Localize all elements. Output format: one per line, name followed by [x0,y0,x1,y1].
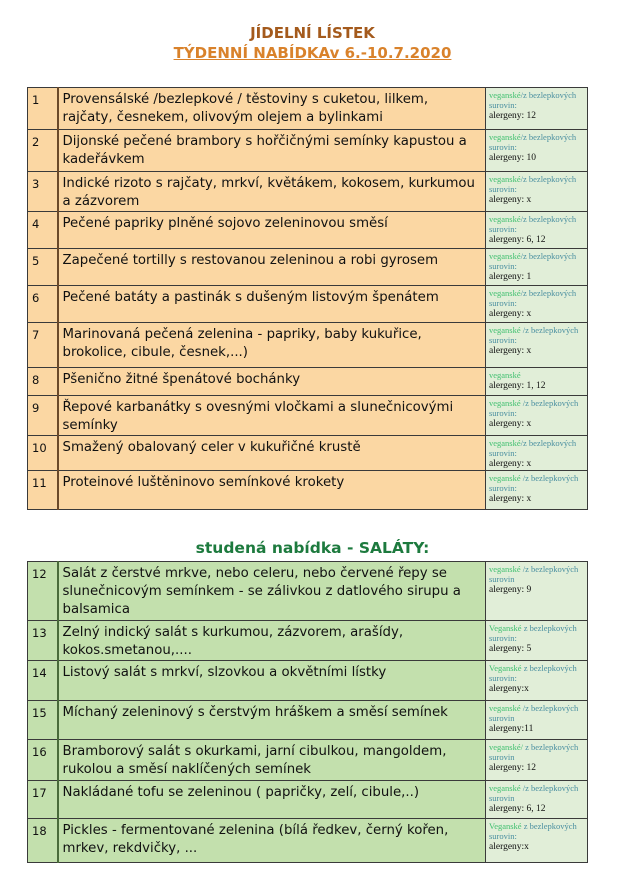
item-dietary-info [486,436,588,471]
item-dietary-info [486,172,588,212]
item-name: Indické rizoto s rajčaty, mrkví, květákem, kokosem, kurkumou a zázvorem [58,172,486,212]
vegan-label: veganské [489,251,521,261]
item-number: 1 [28,88,58,130]
item-dietary-info [486,212,588,249]
item-number: 17 [28,781,58,819]
menu-item-row [28,323,588,368]
menu-item-row [28,701,588,740]
vegan-label: veganské [489,783,521,793]
item-dietary-info [486,88,588,130]
gluten-free-label: /z bezlepkových surovin: [489,398,579,418]
item-name: Listový salát s mrkví, slzovkou a okvětními lístky [58,661,486,701]
page-subtitle: TÝDENNÍ NABÍDKAv 6.-10.7.2020 [173,44,452,62]
gluten-free-label: z bezlepkových surovin: [489,623,577,643]
gluten-free-label: /z bezlepkových surovin: [489,438,577,458]
item-number: 14 [28,661,58,701]
allergens-label: alergeny: x [489,346,532,356]
allergens-label: alergeny:x [489,842,529,852]
vegan-label: veganské [489,703,521,713]
item-number: 6 [28,286,58,323]
allergens-label: alergeny: x [489,419,532,429]
item-number: 13 [28,621,58,661]
gluten-free-label: z bezlepkových surovin: [489,663,577,683]
allergens-label: alergeny:x [489,684,529,694]
menu-item-row [28,819,588,863]
gluten-free-label: /z bezlepkových surovin: [489,174,577,194]
vegan-label: veganské [489,564,521,574]
item-name: Zelný indický salát s kurkumou, zázvorem, arašídy, kokos.smetanou,.... [58,621,486,661]
item-dietary-info [486,740,588,781]
gluten-free-label: /z bezlepkových surovin: [489,90,577,110]
allergens-label: alergeny: 10 [489,153,537,163]
item-name: Smažený obalovaný celer v kukuřičné krustě [58,436,486,471]
gluten-free-label: /z bezlepkových surovin: [489,325,579,345]
item-dietary-info [486,130,588,172]
allergens-label: alergeny: x [489,195,532,205]
item-name: Salát z čerstvé mrkve, nebo celeru, nebo červené řepy se slunečnicovým semínkem - se zálivkou z datlového sirupu a balsamica [58,562,486,621]
item-name: Dijonské pečené brambory s hořčičnými semínky kapustou a kadeřávkem [58,130,486,172]
item-dietary-info [486,781,588,819]
menu-item-row [28,249,588,286]
item-number: 3 [28,172,58,212]
item-number: 15 [28,701,58,740]
vegan-label: Veganské [489,663,522,673]
item-name: Pšeničnо žitné špenátové bochánky [58,368,486,396]
menu-item-row [28,130,588,172]
item-dietary-info [486,562,588,621]
allergens-label: alergeny: 1 [489,272,532,282]
vegan-label: veganské [489,438,521,448]
gluten-free-label: /z bezlepkových surovin: [489,214,577,234]
item-number: 9 [28,396,58,436]
vegan-label: veganské [489,90,521,100]
allergens-label: alergeny:11 [489,724,534,734]
item-name: Marinovaná pečená zelenina - papriky, baby kukuřice, brokolice, cibule, česnek,...) [58,323,486,368]
menu-item-row [28,88,588,130]
menu-item-row [28,621,588,661]
item-dietary-info [486,323,588,368]
vegan-label: veganské [489,174,521,184]
gluten-free-label: /z bezlepkových surovin [489,783,579,803]
item-dietary-info [486,819,588,863]
menu-item-row [28,436,588,471]
item-name: Pickles - fermentované zelenina (bílá ředkev, černý kořen, mrkev, rekdvičky, ... [58,819,486,863]
gluten-free-label: z bezlepkových surovin: [489,821,577,841]
item-dietary-info [486,396,588,436]
menu-item-row [28,562,588,621]
menu-item-row [28,396,588,436]
item-name: Bramborový salát s okurkami, jarní cibulkou, mangoldem, rukolou a směsí naklíčených semínek [58,740,486,781]
menu-item-row [28,471,588,510]
item-name: Míchaný zeleninový s čerstvým hráškem a směsí semínek [58,701,486,740]
gluten-free-label: /z bezlepkových surovin: [489,288,577,308]
allergens-label: alergeny: 9 [489,585,532,595]
gluten-free-label: /z bezlepkových surovin [489,564,579,584]
vegan-label: veganské [489,370,521,380]
vegan-label: veganské/ [489,742,523,752]
item-number: 5 [28,249,58,286]
item-name: Proteinové luštěninovo semínkové krokety [58,471,486,510]
item-number: 2 [28,130,58,172]
gluten-free-label: z bezlepkových surovin [489,742,579,762]
cold-menu-table [27,561,588,863]
allergens-label: alergeny: 6, 12 [489,804,546,814]
menu-item-row [28,172,588,212]
allergens-label: alergeny: x [489,459,532,469]
vegan-label: veganské [489,398,521,408]
item-number: 8 [28,368,58,396]
item-number: 4 [28,212,58,249]
allergens-label: alergeny: 1, 12 [489,381,546,391]
item-name: Zapečené tortilly s restovanou zeleninou a robi gyrosem [58,249,486,286]
item-dietary-info [486,368,588,396]
vegan-label: Veganské [489,821,522,831]
gluten-free-label: /z bezlepkových surovin: [489,132,577,152]
item-number: 18 [28,819,58,863]
item-number: 16 [28,740,58,781]
vegan-label: veganské [489,288,521,298]
item-dietary-info [486,286,588,323]
menu-item-row [28,661,588,701]
item-dietary-info [486,661,588,701]
vegan-label: veganské [489,325,521,335]
gluten-free-label: /z bezlepkových surovin: [489,251,577,271]
item-number: 10 [28,436,58,471]
item-dietary-info [486,249,588,286]
menu-item-row [28,212,588,249]
menu-item-row [28,781,588,819]
vegan-label: veganské [489,132,521,142]
item-name: Nakládané tofu se zeleninou ( papričky, zelí, cibule,..) [58,781,486,819]
item-name: Pečené batáty a pastinák s dušeným listovým špenátem [58,286,486,323]
cold-menu-title: studená nabídka - SALÁTY: [195,539,430,557]
vegan-label: veganské [489,473,521,483]
item-number: 7 [28,323,58,368]
page-title: JÍDELNÍ LÍSTEK [250,24,375,42]
allergens-label: alergeny: 5 [489,644,532,654]
gluten-free-label: /z bezlepkových surovin [489,703,579,723]
menu-item-row [28,286,588,323]
allergens-label: alergeny: 12 [489,111,537,121]
vegan-label: Veganské [489,623,522,633]
item-number: 11 [28,471,58,510]
allergens-label: alergeny: 6, 12 [489,235,546,245]
vegan-label: veganské [489,214,521,224]
item-number: 12 [28,562,58,621]
allergens-label: alergeny: x [489,309,532,319]
item-name: Provensálské /bezlepkové / těstoviny s cuketou, lilkem, rajčaty, česnekem, olivovým olejem a bylinkami [58,88,486,130]
allergens-label: alergeny: x [489,494,532,504]
gluten-free-label: /z bezlepkových surovin: [489,473,579,493]
hot-menu-table [27,87,588,510]
item-name: Řepové karbanátky s ovesnými vločkami a slunečnicovými semínky [58,396,486,436]
menu-item-row [28,368,588,396]
menu-item-row [28,740,588,781]
item-dietary-info [486,471,588,510]
allergens-label: alergeny: 12 [489,763,537,773]
item-dietary-info [486,621,588,661]
item-dietary-info [486,701,588,740]
item-name: Pečené papriky plněné sojovo zeleninovou směsí [58,212,486,249]
